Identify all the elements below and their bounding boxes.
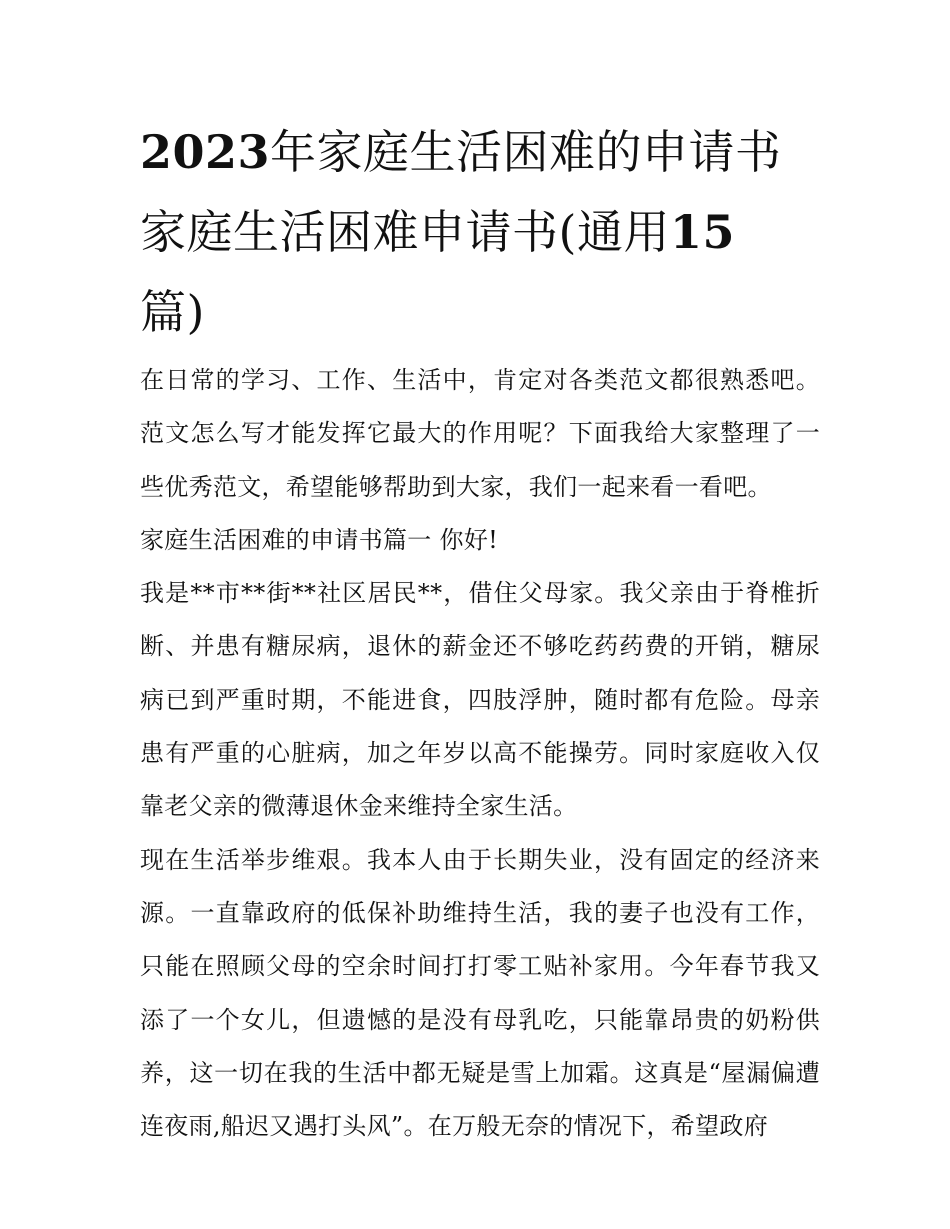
title-text-part2: 篇) xyxy=(140,285,205,339)
title-year: 2023 xyxy=(140,125,271,179)
body-paragraph-1: 我是**市**街**社区居民**，借住父母家。我父亲由于脊椎折断、并患有糖尿病，退休的薪金还不够吃药药费的开销，糖尿病已到严重时期，不能进食，四肢浮肿，随时都有危险。母亲患有严重的心脏病，加之年岁以高不能操劳。同时家庭收入仅靠老父亲的微薄退休金来维持全家生活。 xyxy=(140,579,820,821)
document-body xyxy=(140,354,820,1153)
body-paragraph-2: 现在生活举步维艰。我本人由于长期失业，没有固定的经济来源。一直靠政府的低保补助维持生活，我的妻子也没有工作，只能在照顾父母的空余时间打打零工贴补家用。今年春节我又添了一个女儿，但遗憾的是没有母乳吃，只能靠昂贵的奶粉供养，这一切在我的生活中都无疑是雪上加霜。这真是“屋漏偏遭连夜雨,船迟又遇打头风”。在万般无奈的情况下，希望政府 xyxy=(140,845,820,1141)
section-heading: 家庭生活困难的申请书篇一 你好! xyxy=(140,525,499,554)
intro-paragraph: 在日常的学习、工作、生活中，肯定对各类范文都很熟悉吧。范文怎么写才能发挥它最大的作用呢？下面我给大家整理了一些优秀范文，希望能够帮助到大家，我们一起来看一看吧。 xyxy=(140,366,820,501)
document-title xyxy=(140,112,820,352)
title-count: 15 xyxy=(669,205,735,259)
title-text-part1: 年家庭生活困难的申请书家庭生活困难申请书(通用 xyxy=(140,125,782,259)
